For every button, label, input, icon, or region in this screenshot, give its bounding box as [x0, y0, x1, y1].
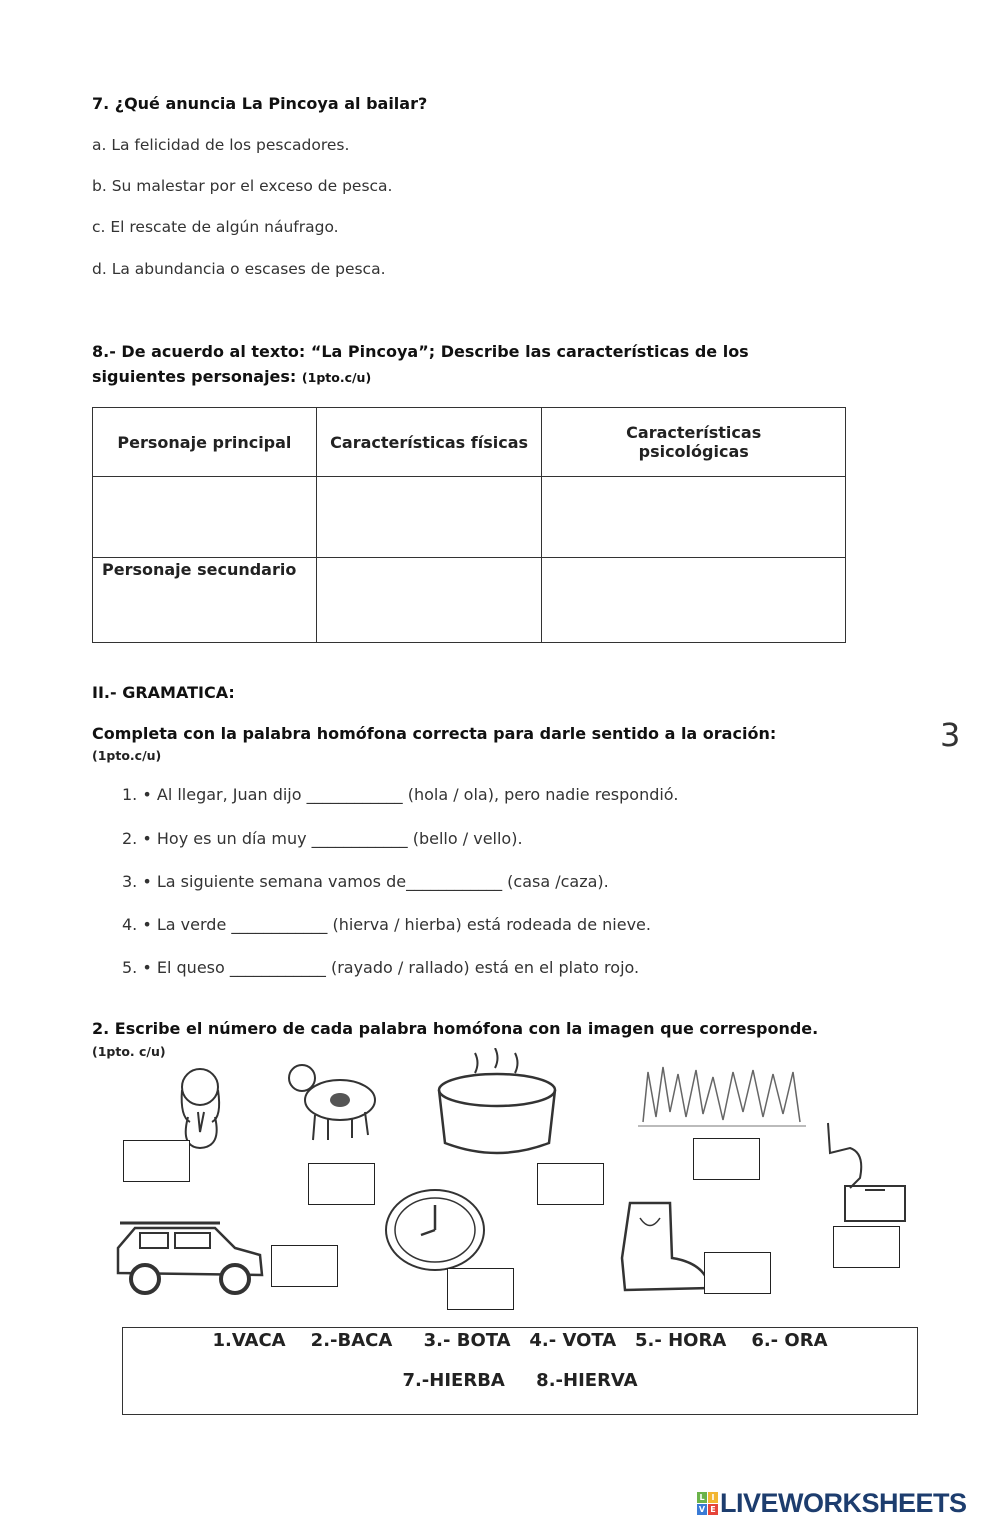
ballot-box-image: [820, 1118, 908, 1222]
answer-box-cow[interactable]: [308, 1163, 375, 1205]
q7-option-a: a. La felicidad de los pescadores.: [92, 136, 350, 154]
sentence-item-3: 3. • La siguiente semana vamos de____________ (casa /caza).: [122, 872, 609, 891]
sentence-item-4: 4. • La verde ____________ (hierva / hierba) está rodeada de nieve.: [122, 915, 651, 934]
answer-box-car[interactable]: [271, 1245, 338, 1287]
header-psicologicas: Características psicológicas: [542, 408, 846, 477]
cell-principal-psicologicas[interactable]: [542, 477, 846, 558]
question-2-title: 2. Escribe el número de cada palabra homófona con la imagen que corresponde.: [92, 1019, 819, 1038]
cell-secundario-fisicas[interactable]: [316, 558, 542, 643]
question-2-points: (1pto. c/u): [92, 1044, 166, 1059]
answer-box-boot[interactable]: [704, 1252, 771, 1294]
question-8-title: 8.- De acuerdo al texto: “La Pincoya”; Describe las características de los: [92, 342, 749, 361]
cell-principal-name[interactable]: [93, 477, 317, 558]
answer-box-ballot[interactable]: [833, 1226, 900, 1268]
boot-image: [610, 1198, 716, 1300]
boiling-pot-image: [430, 1048, 565, 1160]
answer-box-grass[interactable]: [693, 1138, 760, 1180]
sentence-item-5: 5. • El queso ____________ (rayado / rallado) está en el plato rojo.: [122, 958, 640, 977]
characters-table: [92, 407, 846, 643]
section-2-points: (1pto.c/u): [92, 748, 162, 763]
sentence-item-2: 2. • Hoy es un día muy ____________ (bello / vello).: [122, 829, 523, 848]
cell-principal-fisicas[interactable]: [316, 477, 542, 558]
praying-girl-image: [160, 1062, 240, 1152]
sentence-item-1: 1. • Al llegar, Juan dijo ____________ (hola / ola), pero nadie respondió.: [122, 785, 679, 804]
question-7-title: 7. ¿Qué anuncia La Pincoya al bailar?: [92, 94, 428, 113]
header-fisicas: Características físicas: [316, 408, 542, 477]
section-2-title: II.- GRAMATICA:: [92, 683, 235, 702]
word-bank-line-1: 1.VACA 2.-BACA 3.- BOTA 4.- VOTA 5.- HORA 6.- ORA: [212, 1330, 828, 1351]
section-2-instruction: Completa con la palabra homófona correcta para darle sentido a la oración:: [92, 724, 777, 743]
badge-l: L: [697, 1492, 707, 1503]
word-bank: [122, 1327, 918, 1415]
cell-secundario-psicologicas[interactable]: [542, 558, 846, 643]
header-principal: Personaje principal: [93, 408, 317, 477]
badge-v: V: [698, 1505, 706, 1514]
page-number: 3: [940, 716, 961, 754]
liveworksheets-logo: [697, 1488, 967, 1519]
q8-title-line2: siguientes personajes:: [92, 367, 297, 386]
badge-i: I: [708, 1492, 718, 1503]
badge-e: E: [708, 1504, 718, 1515]
word-bank-line-2: 7.-HIERBA 8.-HIERVA: [402, 1370, 638, 1391]
q8-points: (1pto.c/u): [301, 370, 372, 385]
answer-box-clock[interactable]: [447, 1268, 514, 1310]
grass-image: [638, 1062, 806, 1130]
car-image: [110, 1213, 268, 1299]
cow-image: [280, 1050, 385, 1145]
question-8-title-2: [92, 367, 371, 386]
logo-badge-icon: [697, 1492, 718, 1515]
logo-text: LIVEWORKSHEETS: [720, 1488, 967, 1518]
row-label-secundario: Personaje secundario: [93, 558, 317, 643]
clock-image: [383, 1187, 487, 1273]
q7-option-d: d. La abundancia o escases de pesca.: [92, 260, 386, 278]
q7-option-c: c. El rescate de algún náufrago.: [92, 218, 339, 236]
q7-option-b: b. Su malestar por el exceso de pesca.: [92, 177, 393, 195]
answer-box-girl[interactable]: [123, 1140, 190, 1182]
answer-box-pot[interactable]: [537, 1163, 604, 1205]
